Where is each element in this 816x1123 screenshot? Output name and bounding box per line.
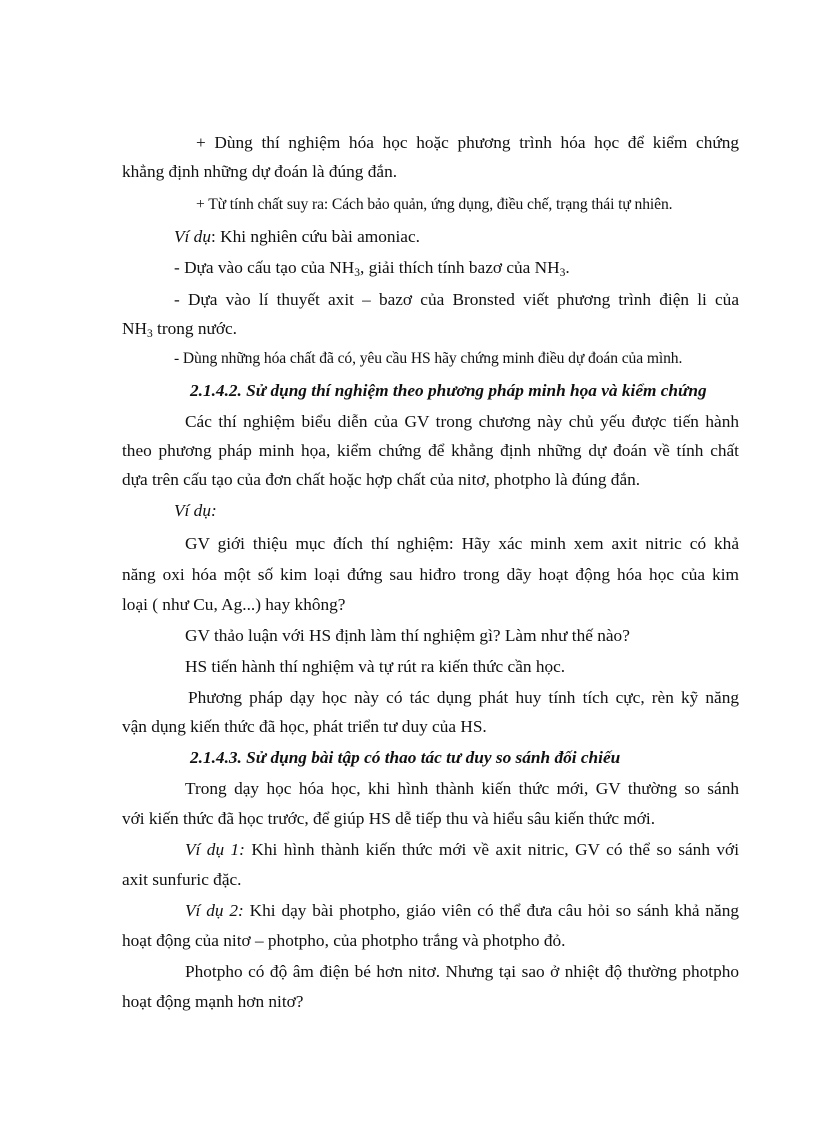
paragraph-line: + Dùng thí nghiệm hóa học hoặc phương trình hóa học để kiểm chứng	[196, 133, 739, 152]
text-span: Khi hình thành kiến thức mới về axit nitric, GV có thể so sánh với	[244, 840, 739, 859]
text-span: - Dựa vào cấu tạo của NH	[174, 258, 355, 277]
paragraph-line: dựa trên cấu tạo của đơn chất hoặc hợp chất của nitơ, photpho là đúng đắn.	[122, 470, 641, 489]
paragraph-line: GV thảo luận với HS định làm thí nghiệm gì? Làm như thế nào?	[185, 626, 630, 645]
paragraph-line: năng oxi hóa một số kim loại đứng sau hiđro trong dãy hoạt động hóa học của kim	[122, 565, 739, 584]
paragraph-line	[174, 257, 570, 279]
example-line	[174, 226, 420, 248]
text-span: trong nước.	[152, 319, 237, 338]
text-span: Khi dạy bài photpho, giáo viên có thể đưa câu hỏi so sánh khả năng	[243, 901, 739, 920]
paragraph-line: loại ( như Cu, Ag...) hay không?	[122, 595, 346, 614]
paragraph-line	[122, 318, 237, 340]
paragraph-line: Photpho có độ âm điện bé hơn nitơ. Nhưng tại sao ở nhiệt độ thường photpho	[185, 962, 739, 981]
text-span: .	[565, 258, 570, 277]
section-heading: 2.1.4.3. Sử dụng bài tập có thao tác tư duy so sánh đối chiếu	[190, 748, 621, 767]
paragraph-line: - Dựa vào lí thuyết axit – bazơ của Bronsted viết phương trình điện li của	[174, 290, 739, 309]
paragraph-line: Trong dạy học hóa học, khi hình thành kiến thức mới, GV thường so sánh	[185, 779, 739, 798]
subscript: 3	[559, 267, 566, 279]
paragraph-line: Các thí nghiệm biểu diễn của GV trong chương này chủ yếu được tiến hành	[185, 412, 739, 431]
paragraph-line: HS tiến hành thí nghiệm và tự rút ra kiến thức cần học.	[185, 657, 566, 676]
paragraph-line: khẳng định những dự đoán là đúng đắn.	[122, 162, 398, 181]
example-label: Ví dụ	[174, 227, 211, 246]
paragraph-line: + Từ tính chất suy ra: Cách bảo quản, ứng dụng, điều chế, trạng thái tự nhiên.	[196, 196, 673, 213]
paragraph-line: GV giới thiệu mục đích thí nghiệm: Hãy xác minh xem axit nitric có khả	[185, 534, 739, 553]
example-line	[185, 839, 739, 861]
paragraph-line: - Dùng những hóa chất đã có, yêu cầu HS hãy chứng minh điều dự đoán của mình.	[174, 350, 683, 367]
text-span: , giải thích tính bazơ của NH	[359, 258, 560, 277]
section-heading: 2.1.4.2. Sử dụng thí nghiệm theo phương pháp minh họa và kiểm chứng	[190, 381, 707, 400]
example-line	[185, 900, 739, 922]
paragraph-line: hoạt động của nitơ – photpho, của photpho trắng và photpho đỏ.	[122, 931, 566, 950]
text-span: NH	[122, 319, 147, 338]
paragraph-line: vận dụng kiến thức đã học, phát triển tư duy của HS.	[122, 717, 487, 736]
paragraph-text: : Khi nghiên cứu bài amoniac.	[210, 227, 420, 246]
example-label: Ví dụ 1:	[185, 840, 245, 859]
example-label	[174, 500, 217, 522]
paragraph-line: axit sunfuric đặc.	[122, 870, 242, 889]
subscript: 3	[146, 328, 153, 340]
example-label-text: Ví dụ:	[174, 501, 217, 520]
paragraph-line: theo phương pháp minh họa, kiểm chứng để khẳng định những dự đoán về tính chất	[122, 441, 739, 460]
paragraph-line: hoạt động mạnh hơn nitơ?	[122, 992, 304, 1011]
paragraph-line: Phương pháp dạy học này có tác dụng phát huy tính tích cực, rèn kỹ năng	[188, 688, 739, 707]
paragraph-line: với kiến thức đã học trước, để giúp HS dễ tiếp thu và hiểu sâu kiến thức mới.	[122, 809, 656, 828]
example-label: Ví dụ 2:	[185, 901, 244, 920]
subscript: 3	[354, 267, 360, 279]
